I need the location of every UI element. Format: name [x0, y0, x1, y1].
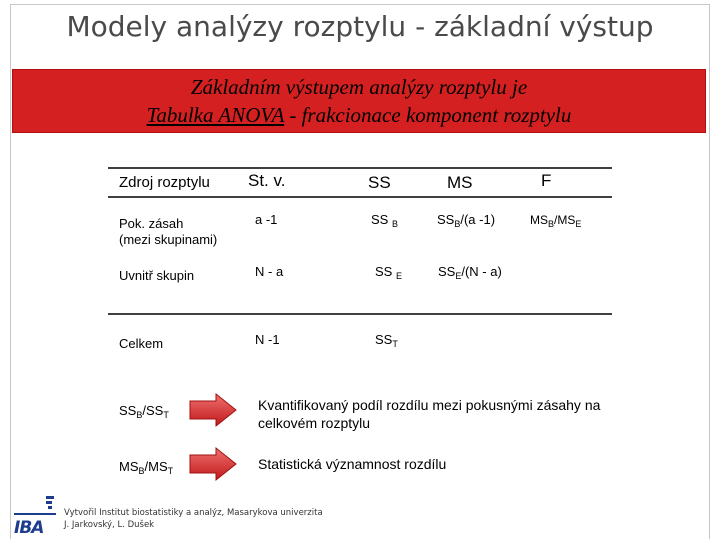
header-ms: MS: [447, 173, 473, 192]
slide-title: Modely analýzy rozptylu - základní výstup: [66, 10, 654, 43]
banner-line-2: [12, 103, 706, 128]
table-row-source: [119, 216, 217, 248]
row2-df: N - a: [255, 264, 284, 279]
header-source: Zdroj rozptylu: [119, 174, 210, 191]
row1-ms: $SS_B/(a$ -1): [437, 212, 496, 229]
red-banner: [12, 69, 706, 133]
footer-line2: J. Jarkovský, L. Dušek: [64, 520, 155, 530]
arrow-right-icon: [188, 446, 238, 482]
arrow-right-icon: [188, 392, 238, 428]
logo-text: IBA: [14, 518, 44, 538]
header-df: St. v.: [248, 171, 286, 190]
row2-ms: $SS_E/(N - a)$: [438, 264, 502, 281]
row1-ss: SS $_B$: [371, 212, 398, 229]
footer-line1: Vytvořil Institut biostatistiky a analýz, Masarykova univerzita: [64, 508, 323, 518]
note1-text: [258, 396, 600, 432]
row1-source-line1: Pok. zásah: [119, 216, 184, 231]
banner-anova-term: Tabulka ANOVA: [146, 103, 285, 127]
row2-source: Uvnitř skupin: [119, 268, 195, 283]
banner-line-1: Základním výstupem analýzy rozptylu je: [190, 75, 528, 99]
row2-ss: SS $_E$: [375, 264, 402, 281]
header-f: F: [541, 171, 552, 190]
banner-line-2-rest: - frakcionace komponent rozptylu: [284, 103, 572, 127]
note2-text: Statistická významnost rozdílu: [258, 456, 447, 472]
row3-source: Celkem: [119, 336, 164, 351]
footer-credits: [64, 507, 323, 531]
table-bottom-rule: [108, 313, 612, 315]
row1-f: $MS_B/MS_E$: [530, 213, 582, 229]
iba-logo: [10, 496, 58, 540]
table-top-rule: [108, 167, 612, 169]
table-header-rule: [108, 196, 612, 198]
row3-ss: $SS_T$: [375, 332, 398, 349]
row3-df: N -1: [255, 332, 280, 347]
header-ss: SS: [368, 173, 391, 192]
note1-text-line2: celkovém rozptylu: [258, 415, 371, 431]
row1-source-line2: (mezi skupinami): [119, 232, 218, 247]
note1-text-line1: Kvantifikovaný podíl rozdílu mezi pokusnými zásahy na: [258, 397, 601, 413]
row1-df: a -1: [255, 212, 278, 227]
note2-label: $MS_B/MS_T$: [119, 459, 174, 476]
note1-label: $SS_B/SS_T$: [119, 403, 169, 420]
